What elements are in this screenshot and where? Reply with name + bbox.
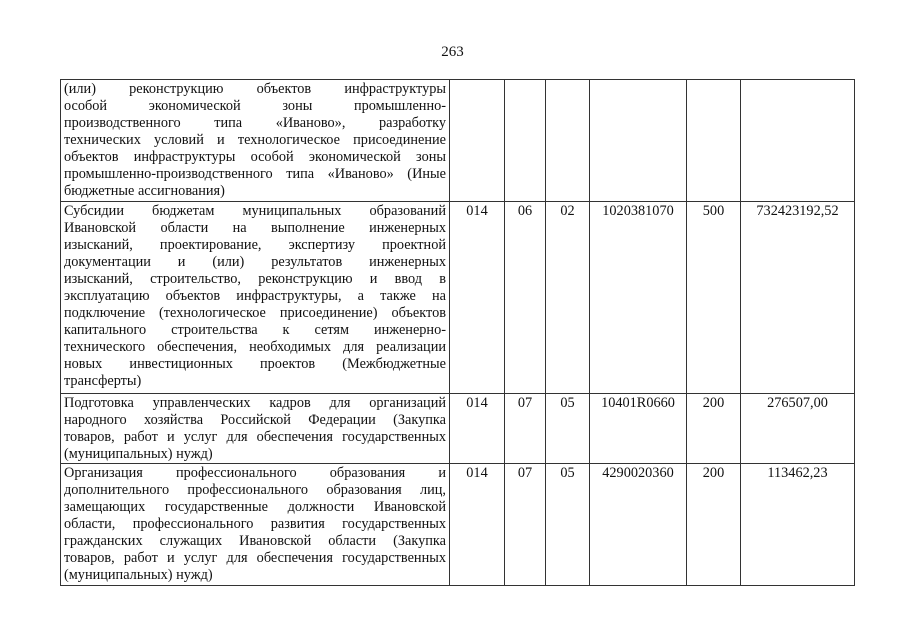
section-code-cell: 07 [505, 464, 546, 586]
amount-cell: 276507,00 [741, 394, 855, 464]
description-line: промышленно-производственного типа «Иваново» (Иные [64, 166, 446, 182]
description-line: народного хозяйства Российской Федерации (Закупка [64, 412, 446, 428]
ministry-code-cell [450, 80, 505, 202]
description-line: гражданских служащих Ивановской области (Закупка [64, 533, 446, 549]
subsection-code-cell: 05 [546, 394, 590, 464]
description-line: (или) реконструкцию объектов инфраструктуры [64, 81, 446, 97]
description-line: бюджетные ассигнования) [64, 183, 225, 199]
ministry-code-cell: 014 [450, 202, 505, 394]
table-row [61, 202, 855, 394]
description-line: новых инвестиционных проектов (Межбюджетные [64, 356, 446, 372]
ministry-code-cell: 014 [450, 394, 505, 464]
description-line: объектов инфраструктуры особой экономической зоны [64, 149, 446, 165]
target-article-code-cell: 4290020360 [590, 464, 687, 586]
description-line: (муниципальных) нужд) [64, 567, 213, 583]
description-line: Ивановской области на выполнение инженерных [64, 220, 446, 236]
section-code-cell: 07 [505, 394, 546, 464]
description-line: особой экономической зоны промышленно- [64, 98, 446, 114]
target-article-code-cell: 10401R0660 [590, 394, 687, 464]
description-line: Субсидии бюджетам муниципальных образований [64, 203, 446, 219]
description-line: технических условий и технологическое присоединение [64, 132, 446, 148]
description-line: производственного типа «Иваново», разработку [64, 115, 446, 131]
description-line: товаров, работ и услуг для обеспечения государственных [64, 429, 446, 445]
description-cell [61, 464, 450, 586]
description-cell [61, 202, 450, 394]
description-line: изысканий, строительство, реконструкцию и ввод в [64, 271, 446, 287]
description-line: эксплуатацию объектов инфраструктуры, а также на [64, 288, 446, 304]
expense-type-code-cell: 500 [687, 202, 741, 394]
amount-cell [741, 80, 855, 202]
section-code-cell: 06 [505, 202, 546, 394]
subsection-code-cell [546, 80, 590, 202]
description-line: (муниципальных) нужд) [64, 446, 213, 462]
description-cell [61, 394, 450, 464]
description-line: товаров, работ и услуг для обеспечения государственных [64, 550, 446, 566]
amount-cell: 732423192,52 [741, 202, 855, 394]
description-line: документации и (или) результатов инженерных [64, 254, 446, 270]
table-row [61, 80, 855, 202]
subsection-code-cell: 02 [546, 202, 590, 394]
amount-cell: 113462,23 [741, 464, 855, 586]
description-line: капитального строительства к сетям инженерно- [64, 322, 446, 338]
description-line: изысканий, проектирование, экспертизу проектной [64, 237, 446, 253]
expense-type-code-cell [687, 80, 741, 202]
table-row [61, 394, 855, 464]
description-line: технического обеспечения, необходимых для реализации [64, 339, 446, 355]
description-line: трансферты) [64, 373, 142, 389]
expense-type-code-cell: 200 [687, 464, 741, 586]
expense-type-code-cell: 200 [687, 394, 741, 464]
budget-table [60, 79, 855, 586]
target-article-code-cell [590, 80, 687, 202]
description-line: Организация профессионального образования и [64, 465, 446, 481]
description-line: области, профессионального развития государственных [64, 516, 446, 532]
page-number: 263 [441, 44, 464, 60]
description-line: замещающих государственные должности Ивановской [64, 499, 446, 515]
table-row [61, 464, 855, 586]
section-code-cell [505, 80, 546, 202]
description-line: подключение (технологическое присоединение) объектов [64, 305, 446, 321]
target-article-code-cell: 1020381070 [590, 202, 687, 394]
description-line: Подготовка управленческих кадров для организаций [64, 395, 446, 411]
description-cell [61, 80, 450, 202]
description-line: дополнительного профессионального образования лиц, [64, 482, 446, 498]
subsection-code-cell: 05 [546, 464, 590, 586]
ministry-code-cell: 014 [450, 464, 505, 586]
